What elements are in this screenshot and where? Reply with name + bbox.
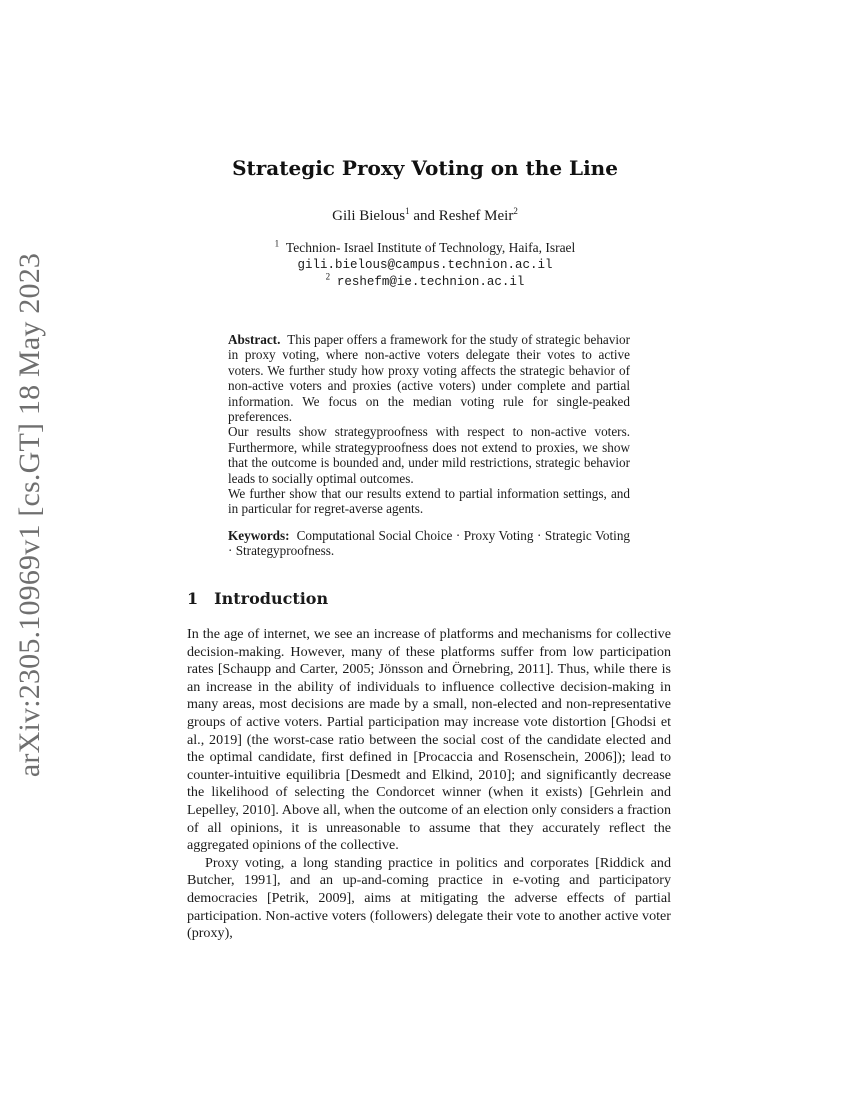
author-email[interactable]: gili.bielous@campus.technion.ac.il (297, 258, 553, 272)
keywords-text: Computational Social Choice · Proxy Voting · Strategic Voting · Strategyproofness. (228, 528, 631, 559)
email-line (0, 256, 850, 273)
section-body (187, 626, 671, 943)
paper-title: Strategic Proxy Voting on the Line (232, 156, 618, 180)
email-line (0, 273, 850, 290)
body-paragraph: Proxy voting, a long standing practice in politics and corporates [Riddick and Butcher, 1991], and an up-and-coming practice in e-voting and participatory democracies [Petrik, 2009], aims at mitigating the adverse effects of partial participation. Non-active voters (followers) delegate their vote to another active voter (proxy), (187, 854, 671, 942)
affiliations (0, 240, 850, 290)
author-name: Gili Bielous (332, 208, 406, 224)
section-heading (187, 589, 328, 608)
arxiv-identifier-text: arXiv:2305.10969v1 [cs.GT] 18 May 2023 (13, 252, 47, 778)
keywords (228, 528, 630, 559)
abstract-text: This paper offers a framework for the study of strategic behavior in proxy voting, where non-active voters delegate their votes to active voters. We further study how proxy voting affects the strategic behavior of non-active voters and proxies (active voters) under complete and partial information. We focus on the median voting rule for single-peaked preferences. (228, 332, 631, 425)
body-paragraph: In the age of internet, we see an increase of platforms and mechanisms for collective decision-making. However, many of these platforms suffer from low participation rates [Schaupp and Carter, 2005; Jönsson and Örnebring, 2011]. Thus, while there is an increase in the ability of individuals to influence collective decision-making in many areas, most decisions are made by a small, non-elected and non-representative groups of active voters. Partial participation may increase vote distortion [Ghodsi et al., 2019] (the worst-case ratio between the social cost of the candidate elected and the optimal candidate, first defined in [Procaccia and Rosenschein, 2006]); lead to counter-intuitive equilibria [Desmedt and Elkind, 2010]; and significantly decrease the likelihood of selecting the Condorcet winner (when it exists) [Gehrlein and Lepelley, 2010]. Above all, when the outcome of an election only considers a fraction of all opinions, it is unreasonable to assume that they accurately reflect the aggregated opinions of the collective. (187, 626, 671, 854)
affiliation-marker: 1 (405, 206, 410, 216)
abstract-paragraph: Our results show strategyproofness with respect to non-active voters. Furthermore, while strategyproofness does not extend to proxies, we show that the outcome is bounded and, under mild restrictions, strategic behavior leads to socially optimal outcomes. (228, 424, 630, 486)
affiliation-line (0, 240, 850, 256)
section-title: Introduction (214, 589, 329, 608)
author-list (0, 208, 850, 225)
abstract (228, 332, 630, 517)
author-name: Reshef Meir (438, 208, 514, 224)
section-number: 1 (187, 589, 199, 608)
keywords-label: Keywords: (228, 528, 290, 543)
affiliation-marker: 1 (274, 238, 280, 249)
institution-name: Technion- Israel Institute of Technology, Haifa, Israel (285, 240, 576, 255)
affiliation-marker: 2 (325, 271, 331, 282)
arxiv-identifier (10, 252, 50, 778)
abstract-label: Abstract. (228, 332, 281, 347)
abstract-paragraph: We further show that our results extend to partial information settings, and in particular for regret-averse agents. (228, 486, 630, 517)
author-conjunction: and (409, 208, 439, 224)
abstract-paragraph (228, 332, 630, 424)
affiliation-marker: 2 (513, 206, 518, 216)
author-email[interactable]: reshefm@ie.technion.ac.il (336, 275, 525, 289)
